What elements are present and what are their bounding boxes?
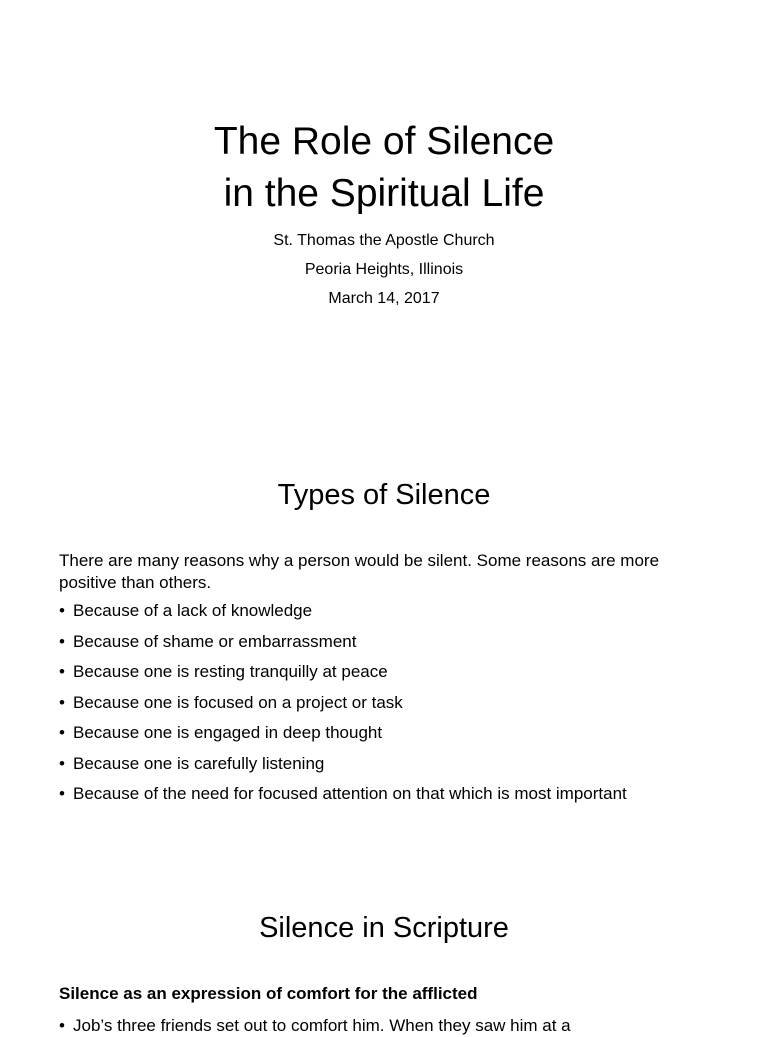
- title-slide: [0, 0, 768, 430]
- subtitle-church: St. Thomas the Apostle Church: [273, 232, 495, 249]
- title-line-2: in the Spiritual Life: [223, 172, 545, 215]
- reasons-list: [59, 600, 739, 814]
- silence-in-scripture-slide: [0, 862, 768, 1035]
- subtitle-location: Peoria Heights, Illinois: [304, 261, 464, 278]
- list-item: • Because one is resting tranquilly at peace: [59, 661, 739, 692]
- types-of-silence-slide: [0, 430, 768, 862]
- presentation-title: [0, 116, 768, 220]
- slide-heading: Types of Silence: [277, 479, 491, 511]
- list-item: • Job’s three friends set out to comfort him. When they saw him at a: [59, 1015, 753, 1037]
- title-line-1: The Role of Silence: [213, 120, 555, 163]
- subtitle-date: March 14, 2017: [328, 290, 440, 307]
- list-item: • Because of the need for focused attention on that which is most important: [59, 783, 739, 814]
- presentation-subtitle: [0, 226, 768, 313]
- list-item: • Because one is carefully listening: [59, 753, 739, 784]
- intro-paragraph: There are many reasons why a person would be silent. Some reasons are more positive than others.: [59, 551, 660, 592]
- list-item: • Because of a lack of knowledge: [59, 600, 739, 631]
- list-item: • Because one is focused on a project or task: [59, 692, 739, 723]
- list-item: • Because one is engaged in deep thought: [59, 722, 739, 753]
- slide-heading: Silence in Scripture: [259, 912, 509, 944]
- list-item: • Because of shame or embarrassment: [59, 631, 739, 662]
- section-label: Silence as an expression of comfort for the afflicted: [59, 984, 478, 1003]
